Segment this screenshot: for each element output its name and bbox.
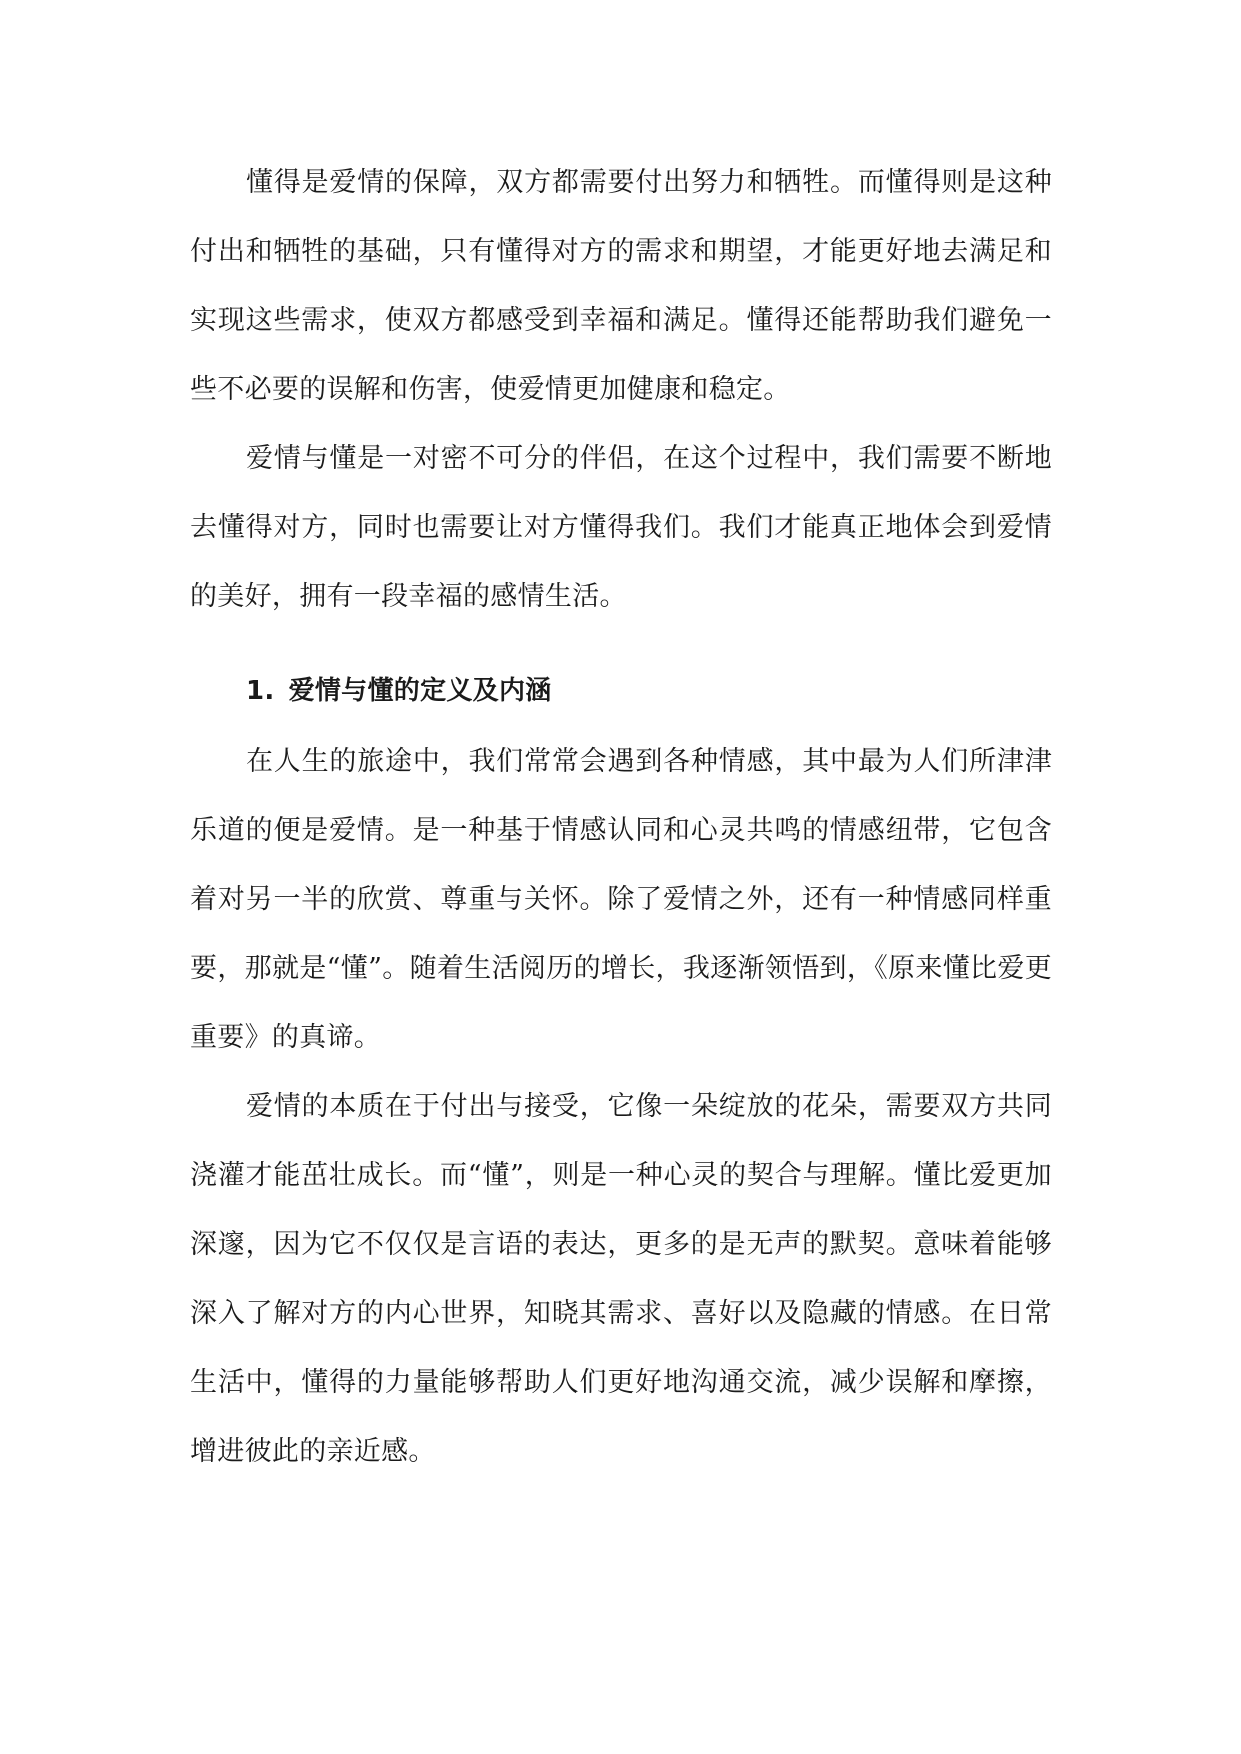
paragraph-4: 爱情的本质在于付出与接受，它像一朵绽放的花朵，需要双方共同浇灌才能茁壮成长。而“懂”，则是一种心灵的契合与理解。懂比爱更加深邃，因为它不仅仅是言语的表达，更多的是无声的默契。意味着能够深入了解对方的内心世界，知晓其需求、喜好以及隐藏的情感。在日常生活中，懂得的力量能够帮助人们更好地沟通交流，减少误解和摩擦，增进彼此的亲近感。 — [190, 1091, 1052, 1467]
paragraph-1: 懂得是爱情的保障，双方都需要付出努力和牺牲。而懂得则是这种付出和牺牲的基础，只有懂得对方的需求和期望，才能更好地去满足和实现这些需求，使双方都感受到幸福和满足。懂得还能帮助我们避免一些不必要的误解和伤害，使爱情更加健康和稳定。 — [190, 167, 1052, 405]
section-heading — [190, 659, 1052, 723]
section-number: 1. — [246, 676, 275, 706]
paragraph-2: 爱情与懂是一对密不可分的伴侣，在这个过程中，我们需要不断地去懂得对方，同时也需要让对方懂得我们。我们才能真正地体会到爱情的美好，拥有一段幸福的感情生活。 — [190, 443, 1052, 612]
section-title: 爱情与懂的定义及内涵 — [288, 676, 552, 706]
paragraph-3: 在人生的旅途中，我们常常会遇到各种情感，其中最为人们所津津乐道的便是爱情。是一种基于情感认同和心灵共鸣的情感纽带，它包含着对另一半的欣赏、尊重与关怀。除了爱情之外，还有一种情感同样重要，那就是“懂”。随着生活阅历的增长，我逐渐领悟到，《原来懂比爱更重要》的真谛。 — [190, 746, 1052, 1053]
document-body — [190, 148, 1052, 1486]
